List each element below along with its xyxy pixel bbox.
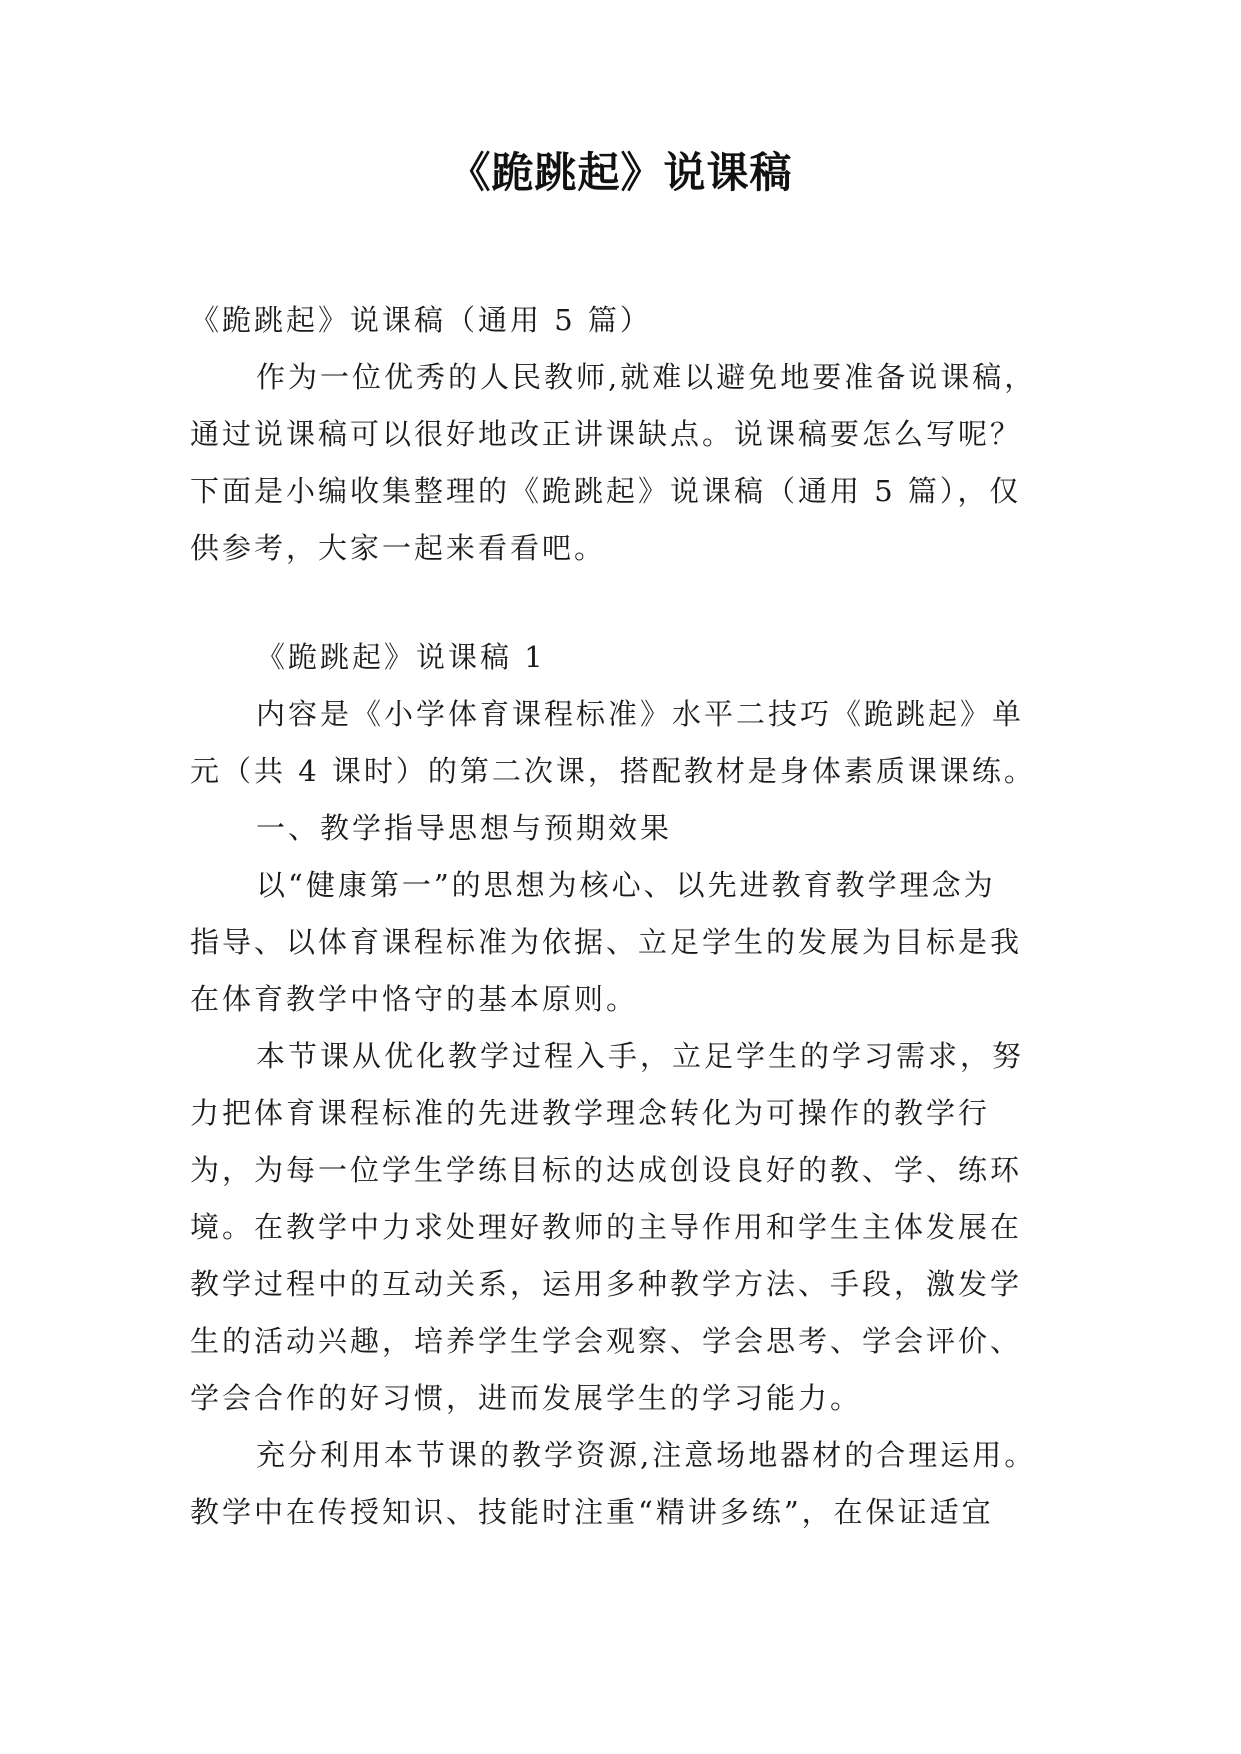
paragraph-line: 指导、以体育课程标准为依据、立足学生的发展为目标是我 (190, 925, 1023, 959)
paragraph-line: 为，为每一位学生学练目标的达成创设良好的教、学、练环 (190, 1153, 1023, 1187)
paragraph-line: 教学中在传授知识、技能时注重“精讲多练”，在保证适宜 (190, 1495, 994, 1529)
section-heading: 《跪跳起》说课稿 1 (256, 640, 546, 674)
paragraph-line: 以“健康第一”的思想为核心、以先进教育教学理念为 (256, 868, 996, 902)
paragraph-line: 在体育教学中恪守的基本原则。 (190, 982, 639, 1016)
content-line: 内容是《小学体育课程标准》水平二技巧《跪跳起》单 (256, 697, 1025, 731)
part-heading: 一、教学指导思想与预期效果 (256, 811, 673, 845)
paragraph-line: 本节课从优化教学过程入手，立足学生的学习需求，努 (256, 1039, 1025, 1073)
intro-line: 下面是小编收集整理的《跪跳起》说课稿（通用 5 篇），仅 (190, 474, 1022, 508)
paragraph-line: 学会合作的好习惯，进而发展学生的学习能力。 (190, 1381, 863, 1415)
paragraph-line: 境。在教学中力求处理好教师的主导作用和学生主体发展在 (190, 1210, 1023, 1244)
paragraph-line: 教学过程中的互动关系，运用多种教学方法、手段，激发学 (190, 1267, 1023, 1301)
intro-line: 作为一位优秀的人民教师,就难以避免地要准备说课稿， (256, 360, 1037, 394)
paragraph-line: 力把体育课程标准的先进教学理念转化为可操作的教学行 (190, 1096, 991, 1130)
document-subtitle: 《跪跳起》说课稿（通用 5 篇） (190, 303, 652, 337)
paragraph-line: 充分利用本节课的教学资源,注意场地器材的合理运用。 (256, 1438, 1037, 1472)
page-title: 《跪跳起》说课稿 (448, 148, 793, 197)
document-body (190, 292, 1070, 1541)
section-spacer (190, 577, 1070, 629)
intro-line: 通过说课稿可以很好地改正讲课缺点。说课稿要怎么写呢？ (190, 417, 1023, 451)
paragraph-line: 生的活动兴趣，培养学生学会观察、学会思考、学会评价、 (190, 1324, 1023, 1358)
intro-line: 供参考，大家一起来看看吧。 (190, 531, 607, 565)
content-line: 元（共 4 课时）的第二次课，搭配教材是身体素质课课练。 (190, 754, 1036, 788)
